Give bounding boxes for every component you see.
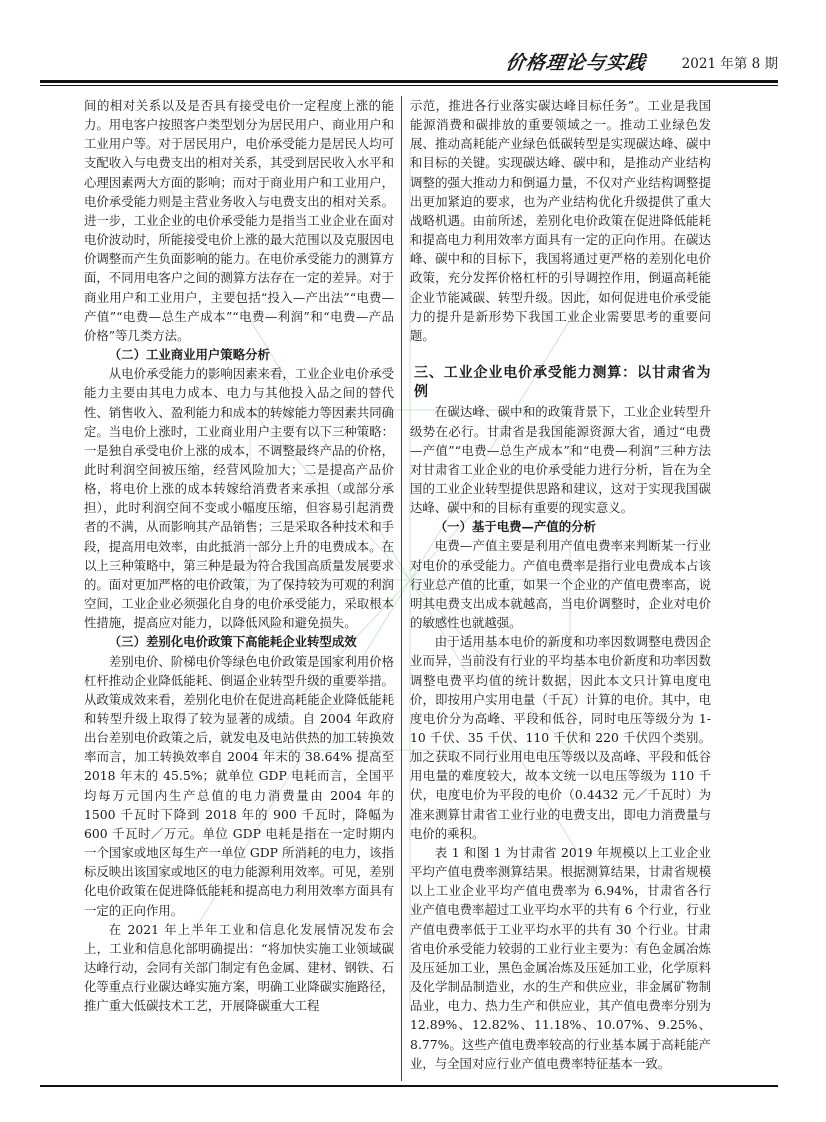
subsection-heading: （一）基于电费—产值的分析 bbox=[434, 519, 596, 535]
page-header bbox=[40, 46, 778, 76]
header-rule-thin bbox=[40, 85, 778, 86]
subsection-heading: （二）工业商业用户策略分析 bbox=[108, 347, 270, 363]
paragraph: 从电价承受能力的影响因素来看，工业企业电价承受能力主要由其电力成本、电力与其他投入品之间的替代性、销售收入、盈利能力和成本的转嫁能力等因素共同确定。当电价上涨时，工业商业用户主要有以下三种策略：一是独自承受电价上涨的成本，不调整最终产品的价格，此时利润空间被压缩，经营风险加大；二是提高产品价格，将电价上涨的成本转嫁给消费者来承担（或部分承担），此时利润空间不变或小幅度压缩，但容易引起消费者的不满，从而影响其产品销售；三是采取各种技术和手段，提高用电效率，由此抵消一部分上升的电费成本。在以上三种策略中，第三种是最为符合我国高质量发展要求的。面对更加严格的电价政策，为了保持较为可观的利润空间，工业企业必须强化自身的电价承受能力，采取根本性措施，提高应对能力，以降低风险和避免损失。 bbox=[84, 366, 394, 631]
paragraph: 间的相对关系以及是否具有接受电价一定程度上涨的能力。用电客户按照客户类型划分为居民用户、商业用户和工业用户等。对于居民用户，电价承受能力是居民人均可支配收入与电费支出的相对关系，其受到居民收入水平和心理因素两大方面的影响；而对于商业用户和工业用户，电价承受能力则是主营业务收入与电费支出的相对关系。进一步，工业企业的电价承受能力是指当工业企业在面对电价波动时，所能接受电价上涨的最大范围以及克服因电价调整而产生负面影响的能力。在电价承受能力的测算方面，不同用电客户之间的测算方法存在一定的差异。对于商业用户和工业用户，主要包括“投入—产出法”“电费—产值”“电费—总生产成本”“电费—利润”和“电费—产品价格”等几类方法。 bbox=[84, 98, 394, 343]
paragraph: 在碳达峰、碳中和的政策背景下，工业企业转型升级势在必行。甘肃省是我国能源资源大省，通过“电费—产值”“电费—总生产成本”和“电费—利润”三种方法对甘肃省工业企业的电价承受能力进行分析，旨在为全国的工业企业转型提供思路和建议，这对于实现我国碳达峰、碳中和的目标有重要的现实意义。 bbox=[410, 404, 711, 516]
section-heading: 三、工业企业电价承受能力测算：以甘肃省为例 bbox=[414, 365, 711, 401]
paragraph: 在 2021 年上半年工业和信息化发展情况发布会上，工业和信息化部明确提出：“将加快实施工业领域碳达峰行动，会同有关部门制定有色金属、建材、钢铁、石化等重点行业碳达峰实施方案，明确工业降碳实施路径，推广重大低碳技术工艺，开展降碳重大工程 bbox=[84, 921, 394, 1014]
issue-label: 2021 年第 8 期 bbox=[681, 56, 778, 72]
left-column bbox=[84, 96, 394, 1016]
header-rule-thick bbox=[40, 80, 778, 83]
paragraph: 表 1 和图 1 为甘肃省 2019 年规模以上工业企业平均产值电费率测算结果。根据测算结果，甘肃省规模以上工业企业平均产值电费率为 6.94%，甘肃省各行业产值电费率超过工业平均水平的共有 6 个行业，行业产值电费率低于工业平均水平的共有 30 个行业。甘肃省电价承受能力较弱的工业行业主要为：有色金属冶炼及压延加工业，黑色金属冶炼及压延加工业，化学原料及化学制品制造业，水的生产和供应业，非金属矿物制品业，电力、热力生产和供应业，其产值电费率分别为 12.89%、12.82%、11.18%、10.07%、9.25%、8.77%。这些产值电费率较高的行业基本属于高耗能产业，与全国对应行业产值电费率特征基本一致。 bbox=[410, 844, 711, 1071]
paragraph: 示范，推进各行业落实碳达峰目标任务”。工业是我国能源消费和碳排放的重要领域之一。推动工业绿色发展、推动高耗能产业绿色低碳转型是实现碳达峰、碳中和目标的关键。实现碳达峰、碳中和，是推动产业结构调整的强大推动力和倒逼力量，不仅对产业结构调整提出更加紧迫的要求，也为产业结构优化升级提供了重大战略机遇。由前所述，差别化电价政策在促进降低能耗和提高电力利用效率方面具有一定的正向作用。在碳达峰、碳中和的目标下，我国将通过更严格的差别化电价政策，充分发挥价格杠杆的引导调控作用，倒逼高耗能企业节能减碳、转型升级。因此，如何促进电价承受能力的提升是新形势下我国工业企业需要思考的重要问题。 bbox=[410, 98, 711, 343]
subsection-heading: （三）差别化电价政策下高能耗企业转型成效 bbox=[108, 634, 357, 650]
paragraph: 电费—产值主要是利用产值电费率来判断某一行业对电价的承受能力。产值电费率是指行业电费成本占该行业总产值的比重，如果一个企业的产值电费率高，说明其电费支出成本就越高，当电价调整时，企业对电价的敏感性也就越强。 bbox=[410, 538, 711, 631]
right-column bbox=[410, 96, 711, 1073]
paragraph: 差别电价、阶梯电价等绿色电价政策是国家利用价格杠杆推动企业降低能耗、倒逼企业转型升级的重要举措。从政策成效来看，差别化电价在促进高耗能企业降低能耗和转型升级上取得了较为显著的成绩。自 2004 年政府出台差别电价政策之后，就发电及电站供热的加工转换效率而言，加工转换效率自 2004 年末的 38.64% 提高至 2018 年末的 45.5%；就单位 GDP 电耗而言，全国平均每万元国内生产总值的电力消费量由 2004 年的 1500 千瓦时下降到 2018 年的 900 千瓦时，降幅为 600 千瓦时／万元。单位 GDP 电耗是指在一定时期内一个国家或地区每生产一单位 GDP 所消耗的电力，该指标反映出该国家或地区的电力能源利用效率。可见，差别化电价政策在促进降低能耗和提高电力利用效率方面具有一定的正向作用。 bbox=[84, 653, 394, 918]
column-divider bbox=[401, 96, 402, 1081]
paragraph: 由于适用基本电价的新度和功率因数调整电费因企业而异，当前没有行业的平均基本电价新度和功率因数调整电费平均值的统计数据，因此本文只计算电度电价，即按用户实用电量（千瓦）计算的电价。其中，电度电价分为高峰、平段和低谷，同时电压等级分为 1-10 千伏、35 千伏、110 千伏和 220 千伏四个类别。加之获取不同行业用电电压等级以及高峰、平段和低谷用电量的难度较大，故本文统一以电压等级为 110 千伏，电度电价为平段的电价（0.4432 元／千瓦时）为准来测算甘肃省工业行业的电费支出，即电力消费量与电价的乘积。 bbox=[410, 634, 711, 841]
journal-logo: 价格理论与实践 bbox=[504, 52, 648, 74]
footer-rule bbox=[40, 1085, 778, 1087]
